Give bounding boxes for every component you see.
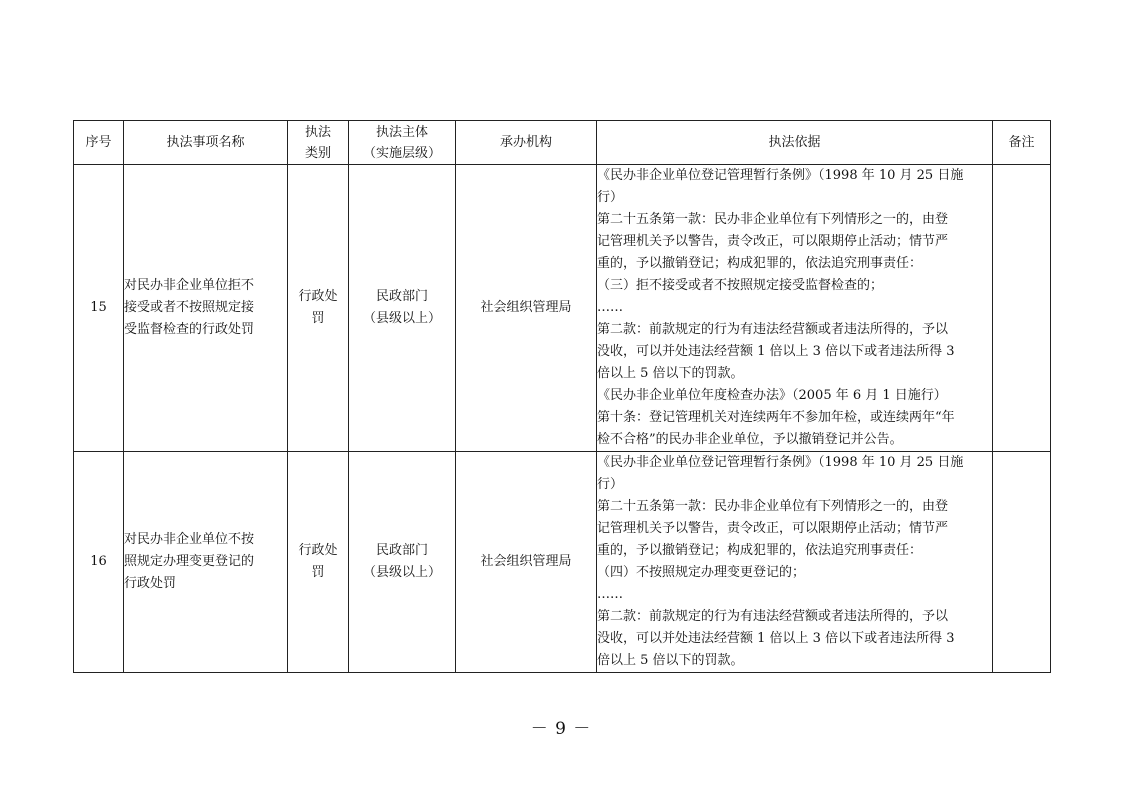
basis-line: 《民办非企业单位年度检查办法》（2005 年 6 月 1 日施行） [597,388,947,403]
row-agency: 社会组织管理局 [456,165,597,452]
basis-line: …… [597,300,623,315]
item-name-line: 对民办非企业单位不按 [124,532,255,547]
basis-line: 第二十五条第一款：民办非企业单位有下列情形之一的，由登 [597,499,949,514]
item-name-line: 接受或者不按照规定接 [124,300,255,315]
subject-line: 民政部门 [375,543,428,558]
basis-line: 第二十五条第一款：民办非企业单位有下列情形之一的，由登 [597,212,949,227]
subject-line: 民政部门 [375,289,428,304]
header-subject-line-1: 执法主体 [375,124,428,140]
header-item-name: 执法事项名称 [124,121,288,165]
basis-line: 重的，予以撤销登记；构成犯罪的，依法追究刑事责任： [597,543,923,558]
header-remarks: 备注 [993,121,1051,165]
category-line: 行政处 [298,543,338,558]
row-remarks [993,452,1051,673]
row-basis [597,165,993,452]
table-header-row [74,121,1051,165]
basis-line: 没收，可以并处违法经营额 1 倍以上 3 倍以下或者违法所得 3 [597,344,955,359]
header-seq: 序号 [74,121,124,165]
header-subject-line-2: （实施层级） [362,145,441,161]
basis-line: 记管理机关予以警告，责令改正，可以限期停止活动；情节严 [597,521,949,536]
basis-line: 检不合格”的民办非企业单位，予以撤销登记并公告。 [597,432,903,447]
row-basis [597,452,993,673]
basis-line: 记管理机关予以警告，责令改正，可以限期停止活动；情节严 [597,234,949,249]
basis-line: （四）不按照规定办理变更登记的； [597,565,806,580]
basis-line: 《民办非企业单位登记管理暂行条例》（1998 年 10 月 25 日施 [597,455,964,470]
category-line: 罚 [311,311,325,326]
basis-line: 第二款：前款规定的行为有违法经营额或者违法所得的，予以 [597,322,949,337]
row-category [288,165,349,452]
item-name-line: 照规定办理变更登记的 [124,554,255,569]
basis-line: …… [597,587,623,602]
category-line: 罚 [311,565,325,580]
law-enforcement-table [73,120,1051,673]
header-basis: 执法依据 [597,121,993,165]
row-seq: 16 [74,452,124,673]
row-item-name [124,165,288,452]
header-category-line-2: 类别 [304,145,331,161]
item-name-line: 行政处罚 [124,576,177,591]
basis-line: 《民办非企业单位登记管理暂行条例》（1998 年 10 月 25 日施 [597,168,964,183]
header-agency: 承办机构 [456,121,597,165]
basis-line: 第十条：登记管理机关对连续两年不参加年检，或连续两年“年 [597,410,955,425]
table-row [74,452,1051,673]
basis-line: （三）拒不接受或者不按照规定接受监督检查的； [597,278,884,293]
page-number: － 9 － [530,719,592,739]
row-remarks [993,165,1051,452]
subject-line: （县级以上） [362,565,441,580]
row-item-name [124,452,288,673]
subject-line: （县级以上） [362,311,441,326]
category-line: 行政处 [298,289,338,304]
header-category-line-1: 执法 [304,124,331,140]
item-name-line: 对民办非企业单位拒不 [124,278,255,293]
header-subject [349,121,456,165]
basis-line: 倍以上 5 倍以下的罚款。 [597,366,744,381]
table-row [74,165,1051,452]
basis-line: 重的，予以撤销登记；构成犯罪的，依法追究刑事责任： [597,256,923,271]
row-subject [349,165,456,452]
basis-line: 没收，可以并处违法经营额 1 倍以上 3 倍以下或者违法所得 3 [597,631,955,646]
row-seq: 15 [74,165,124,452]
basis-line: 行） [597,477,624,492]
basis-line: 倍以上 5 倍以下的罚款。 [597,653,744,668]
item-name-line: 受监督检查的行政处罚 [124,322,255,337]
row-agency: 社会组织管理局 [456,452,597,673]
row-subject [349,452,456,673]
row-category [288,452,349,673]
basis-line: 第二款：前款规定的行为有违法经营额或者违法所得的，予以 [597,609,949,624]
header-category [288,121,349,165]
basis-line: 行） [597,190,624,205]
